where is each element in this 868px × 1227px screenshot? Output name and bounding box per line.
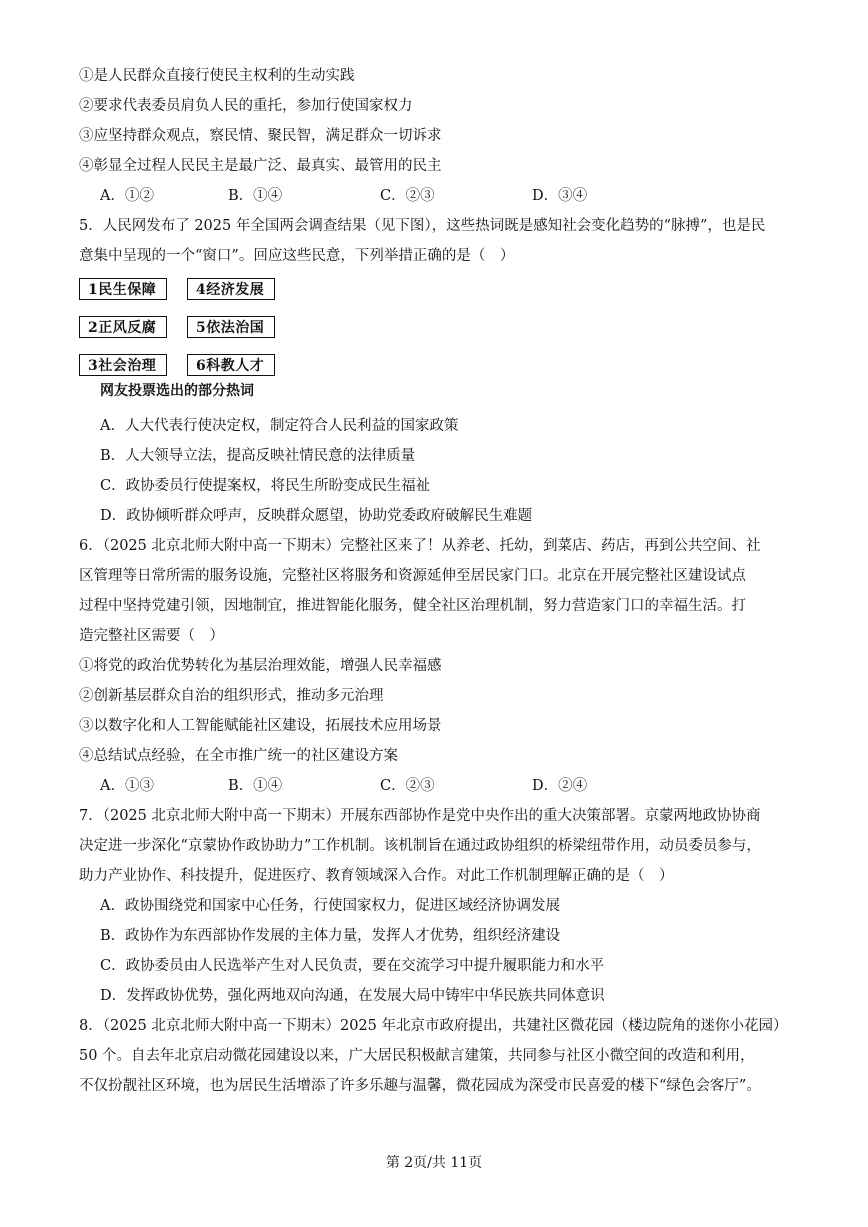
q6-stem-line-3: 过程中坚持党建引领，因地制宜，推进智能化服务，健全社区治理机制，努力营造家门口的幸福生活。打 (79, 598, 746, 614)
q6-option-d: D．②④ (532, 778, 588, 794)
q5-option-c: C．政协委员行使提案权，将民生所盼变成民生福祉 (100, 478, 431, 494)
q5-option-d: D．政协倾听群众呼声，反映群众愿望，协助党委政府破解民生难题 (100, 508, 533, 524)
q6-option-c: C．②③ (380, 778, 435, 794)
q4-options (100, 186, 660, 206)
q6-stem-line-1: 6．（2025 北京北师大附中高一下期末）完整社区来了！从养老、托幼，到菜店、药店，再到公共空间、社 (79, 538, 761, 554)
keyword-caption: 网友投票选出的部分热词 (100, 383, 254, 399)
q6-option-b: B．①④ (228, 778, 283, 794)
q6-stem-line-2: 区管理等日常所需的服务设施，完整社区将服务和资源延伸至居民家门口。北京在开展完整社区建设试点 (79, 568, 746, 584)
q4-option-d: D．③④ (532, 188, 588, 204)
q7-stem-line-1: 7．（2025 北京北师大附中高一下期末）开展东西部协作是党中央作出的重大决策部署。京蒙两地政协协商 (79, 808, 761, 824)
q6-options (100, 776, 660, 796)
q7-stem-line-2: 决定进一步深化“京蒙协作政协助力”工作机制。该机制旨在通过政协组织的桥梁纽带作用，动员委员参与， (79, 838, 761, 854)
q6-statement-1: ①将党的政治优势转化为基层治理效能，增强人民幸福感 (79, 658, 442, 674)
q4-statement-2: ②要求代表委员肩负人民的重托，参加行使国家权力 (79, 98, 413, 114)
q4-statement-4: ④彰显全过程人民民主是最广泛、最真实、最管用的民主 (79, 158, 442, 174)
q5-option-a: A．人大代表行使决定权，制定符合人民利益的国家政策 (100, 418, 459, 434)
q6-option-a: A．①③ (100, 778, 154, 794)
q8-stem-line-1: 8．（2025 北京北师大附中高一下期末）2025 年北京市政府提出，共建社区微花园（楼边院角的迷你小花园） (79, 1018, 788, 1034)
q7-option-b: B．政协作为东西部协作发展的主体力量，发挥人才优势，组织经济建设 (100, 928, 561, 944)
q6-statement-2: ②创新基层群众自治的组织形式，推动多元治理 (79, 688, 384, 704)
q7-option-d: D．发挥政协优势，强化两地双向沟通，在发展大局中铸牢中华民族共同体意识 (100, 988, 605, 1004)
page-number-footer: 第 2页/共 11页 (385, 1155, 483, 1171)
q8-stem-line-3: 不仅扮靓社区环境，也为居民生活增添了许多乐趣与温馨，微花园成为深受市民喜爱的楼下“绿色会客厅”。 (79, 1078, 761, 1094)
q5-stem-line-1: 5．人民网发布了 2025 年全国两会调查结果（见下图），这些热词既是感知社会变化趋势的“脉搏”，也是民 (79, 218, 766, 234)
q6-stem-line-4: 造完整社区需要（ ） (79, 628, 224, 644)
q4-option-a: A．①② (100, 188, 154, 204)
q6-statement-4: ④总结试点经验，在全市推广统一的社区建设方案 (79, 748, 398, 764)
keyword-box: 2正风反腐 (79, 316, 167, 338)
q7-option-c: C．政协委员由人民选举产生对人民负责，要在交流学习中提升履职能力和水平 (100, 958, 605, 974)
keyword-box: 3社会治理 (79, 354, 167, 376)
q4-option-c: C．②③ (380, 188, 435, 204)
q4-option-b: B．①④ (228, 188, 283, 204)
keyword-box: 6科教人才 (187, 354, 275, 376)
q4-statement-1: ①是人民群众直接行使民主权利的生动实践 (79, 68, 355, 84)
q8-stem-line-2: 50 个。自去年北京启动微花园建设以来，广大居民积极献言建策，共同参与社区小微空间的改造和利用， (79, 1048, 755, 1064)
q5-stem-line-2: 意集中呈现的一个“窗口”。回应这些民意，下列举措正确的是（ ） (79, 248, 515, 264)
q6-statement-3: ③以数字化和人工智能赋能社区建设，拓展技术应用场景 (79, 718, 442, 734)
q7-option-a: A．政协围绕党和国家中心任务，行使国家权力，促进区域经济协调发展 (100, 898, 560, 914)
keyword-box: 1民生保障 (79, 278, 167, 300)
q7-stem-line-3: 助力产业协作、科技提升，促进医疗、教育领域深入合作。对此工作机制理解正确的是（ ） (79, 868, 674, 884)
keyword-box: 4经济发展 (187, 278, 275, 300)
keyword-box: 5依法治国 (187, 316, 275, 338)
q4-statement-3: ③应坚持群众观点，察民情、聚民智，满足群众一切诉求 (79, 128, 442, 144)
q5-option-b: B．人大领导立法，提高反映社情民意的法律质量 (100, 448, 416, 464)
